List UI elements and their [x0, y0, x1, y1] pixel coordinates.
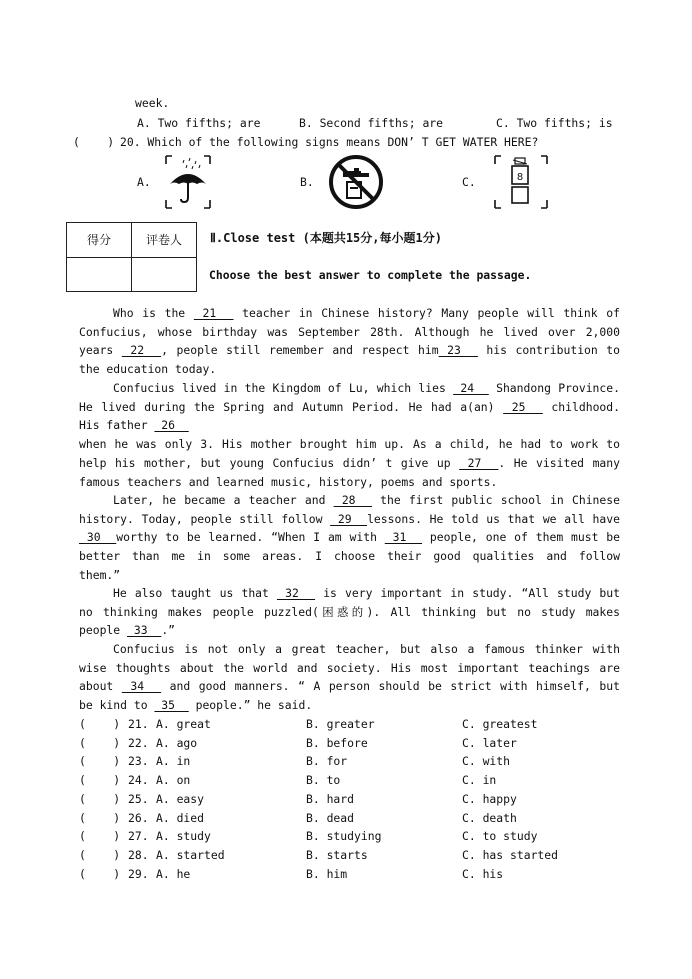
fire-extinguisher-sign-icon	[493, 154, 549, 213]
passage-text: his contribution to	[477, 343, 621, 358]
passage-text: Confucius is not only a great teacher, but also a famous thinker with	[113, 642, 620, 656]
score-header: 得分	[67, 223, 132, 258]
passage-line	[79, 547, 620, 566]
question-number: 24.	[128, 773, 149, 788]
option-c: C. to study	[462, 829, 538, 844]
passage-text: He lived during the Spring and Autumn Period. He had a(an)	[79, 399, 504, 414]
passage-text: He also taught us that	[113, 586, 278, 600]
passage-line	[113, 491, 620, 510]
answer-blank[interactable]: 21	[193, 306, 234, 320]
passage-line	[79, 360, 620, 379]
section-title: Ⅱ.Close test (本题共15分,每小题1分)	[210, 231, 442, 245]
option-a: A. study	[156, 829, 211, 844]
passage-text: history. Today, people still follow	[79, 511, 331, 526]
answer-paren[interactable]: ( )	[79, 735, 121, 750]
question-number: 21.	[128, 717, 149, 731]
passage-text: Confucius, whose birthday was September 28th. Although he lived over 2,000	[79, 324, 620, 339]
option-c: C. has started	[462, 847, 559, 862]
passage-line	[113, 379, 620, 398]
grader-cell	[132, 257, 197, 292]
passage-line	[79, 677, 620, 696]
answer-paren[interactable]: ( )	[79, 791, 121, 806]
question-number: 23.	[128, 754, 149, 769]
answer-blank[interactable]: 31	[384, 530, 423, 545]
passage-line	[79, 323, 620, 342]
answer-blank[interactable]: 29	[330, 511, 368, 526]
answer-blank[interactable]: 22	[121, 343, 162, 358]
passage-text: Confucius lived in the Kingdom of Lu, which lies	[113, 381, 454, 395]
passage-text: and good manners. “ A person should be strict with himself, but	[161, 679, 620, 694]
passage-line	[79, 454, 620, 473]
answer-blank[interactable]: 28	[333, 493, 372, 507]
option-b: B. greater	[306, 717, 375, 731]
option-a: A. started	[156, 847, 225, 862]
option-a: A. easy	[156, 791, 205, 806]
q19-option-a: A. Two fifths; are	[137, 116, 261, 130]
passage-text: Shandong Province.	[488, 381, 620, 395]
umbrella-rain-sign-icon	[164, 154, 212, 213]
passage-text: .”	[161, 623, 176, 638]
option-c: C. his	[462, 866, 504, 881]
sign-c-mark: 8	[516, 172, 524, 183]
q19-option-b: B. Second fifths; are	[299, 116, 444, 130]
passage-text: them.”	[79, 567, 121, 582]
option-c: C. greatest	[462, 717, 538, 731]
passage-text: teacher in Chinese history? Many people will think of	[233, 306, 620, 320]
q20-option-c-label: C.	[462, 175, 476, 189]
answer-blank[interactable]: 34	[121, 679, 162, 694]
q20-option-a-label: A.	[137, 175, 151, 189]
q20-question: 20. Which of the following signs means DON’ T GET WATER HERE?	[120, 135, 539, 149]
option-b: B. for	[306, 754, 348, 769]
grader-header: 评卷人	[132, 223, 197, 258]
passage-text: , people still remember and respect him	[161, 343, 439, 358]
option-b: B. studying	[306, 829, 382, 844]
passage-line	[79, 621, 620, 640]
answer-blank[interactable]: 33	[127, 623, 162, 638]
passage-text: worthy to be learned. “When I am with	[116, 530, 385, 545]
question-number: 28.	[128, 847, 149, 862]
passage-line	[79, 528, 620, 547]
option-a: A. in	[156, 754, 191, 769]
passage-line	[79, 510, 620, 529]
answer-paren[interactable]: ( )	[79, 773, 121, 788]
passage-line	[79, 659, 620, 678]
question-number: 26.	[128, 810, 149, 825]
option-a: A. great	[156, 717, 211, 731]
question-number: 25.	[128, 791, 149, 806]
passage-line	[113, 640, 620, 659]
passage-text: lessons. He told us that we all have	[367, 511, 620, 526]
passage-line	[113, 584, 620, 603]
passage-text: no thinking makes people puzzled(困惑的). All thinking but no study makes	[79, 604, 620, 619]
answer-blank[interactable]: 24	[453, 381, 489, 395]
option-c: C. in	[462, 773, 497, 788]
passage-text: . He visited many	[498, 455, 620, 470]
q20-answer-paren: ( )	[73, 135, 115, 149]
option-b: B. hard	[306, 791, 355, 806]
passage-text: people.” he said.	[188, 698, 313, 713]
option-b: B. before	[306, 735, 368, 750]
answer-blank[interactable]: 32	[277, 586, 316, 600]
option-a: A. died	[156, 810, 205, 825]
passage-text: people	[79, 623, 128, 638]
answer-blank[interactable]: 27	[459, 455, 499, 470]
passage-text: people, one of them must be	[422, 530, 621, 545]
question-number: 27.	[128, 829, 149, 844]
answer-paren[interactable]: ( )	[79, 829, 121, 844]
passage-text: help his mother, but young Confucius didn’ t give up	[79, 455, 460, 470]
answer-blank[interactable]: 26	[154, 418, 189, 433]
question-number: 22.	[128, 735, 149, 750]
option-a: A. he	[156, 866, 191, 881]
option-c: C. with	[462, 754, 511, 769]
section-instruction: Choose the best answer to complete the passage.	[209, 268, 532, 282]
passage-line	[79, 416, 620, 435]
answer-paren[interactable]: ( )	[79, 717, 121, 731]
score-cell	[67, 257, 132, 292]
passage-line	[79, 696, 620, 715]
passage-text: is very important in study. “All study but	[315, 586, 621, 600]
option-b: B. dead	[306, 810, 355, 825]
passage-text: be kind to	[79, 698, 155, 713]
passage-text: about	[79, 679, 122, 694]
option-a: A. ago	[156, 735, 198, 750]
passage-line	[79, 603, 620, 622]
passage-text: famous teachers and learned music, history, poems and sports.	[79, 474, 498, 489]
option-a: A. on	[156, 773, 191, 788]
answer-blank[interactable]: 30	[79, 530, 117, 545]
option-b: B. starts	[306, 847, 368, 862]
answer-paren[interactable]: ( )	[79, 866, 121, 881]
question-number: 29.	[128, 866, 149, 881]
option-c: C. happy	[462, 791, 517, 806]
no-water-tap-sign-icon	[328, 154, 384, 213]
option-b: B. to	[306, 773, 341, 788]
passage-line	[79, 398, 620, 417]
passage-text: when he was only 3. His mother brought him up. As a child, he had to work to	[79, 437, 620, 452]
q20-option-b-label: B.	[300, 175, 314, 189]
q19-option-c: C. Two fifths; is	[496, 116, 613, 130]
passage-text: His father	[79, 418, 155, 433]
option-c: C. death	[462, 810, 517, 825]
passage-text: childhood.	[542, 399, 620, 414]
score-table	[66, 222, 197, 292]
passage-text: Later, he became a teacher and	[113, 493, 334, 507]
option-b: B. him	[306, 866, 348, 881]
q19-tail: week.	[135, 96, 170, 110]
passage-text: the education today.	[79, 362, 217, 377]
passage-text: wise thoughts about the world and society. His most important teachings are	[79, 660, 620, 675]
passage-text: the first public school in Chinese	[371, 493, 620, 507]
passage-text: Who is the	[113, 306, 194, 320]
answer-blank[interactable]: 25	[503, 399, 543, 414]
answer-paren[interactable]: ( )	[79, 754, 121, 769]
option-c: C. later	[462, 735, 517, 750]
answer-blank[interactable]: 35	[154, 698, 189, 713]
answer-blank[interactable]: 23	[438, 343, 478, 358]
passage-line	[79, 566, 620, 585]
passage-line	[113, 304, 620, 323]
answer-paren[interactable]: ( )	[79, 810, 121, 825]
passage-line	[79, 473, 620, 492]
passage-text: years	[79, 343, 122, 358]
passage-line	[79, 435, 620, 454]
passage-line	[79, 341, 620, 360]
passage-text: better than me in some areas. I choose their good qualities and follow	[79, 549, 620, 564]
answer-paren[interactable]: ( )	[79, 847, 121, 862]
